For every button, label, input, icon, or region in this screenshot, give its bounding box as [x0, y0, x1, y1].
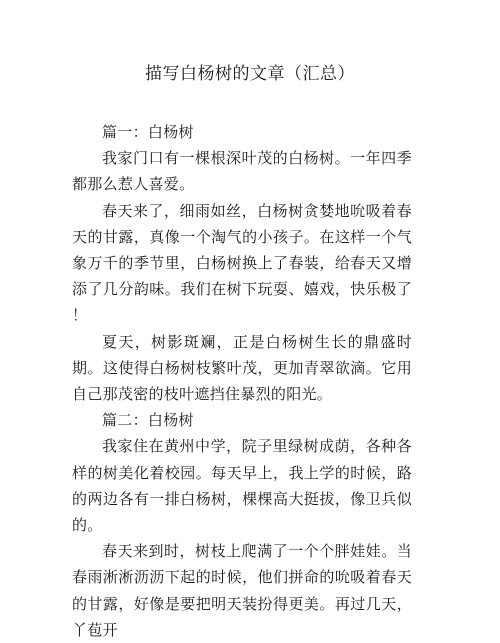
paragraph-1-3: 夏天，树影斑斓，正是白杨树生长的鼎盛时期。这使得白杨树枝繁叶茂，更加青翠欲滴。它用自己那茂密的枝叶遮挡住暴烈的阳光。	[72, 332, 412, 404]
document-body	[72, 119, 412, 643]
paragraph-2-1: 我家住在黄州中学，院子里绿树成荫，各种各样的树美化着校园。每天早上，我上学的时候，路的两边各有一排白杨树，棵棵高大挺拔，像卫兵似的。	[72, 437, 412, 535]
paragraph-2-2: 春天来到时，树枝上爬满了一个个胖娃娃。当春雨淅淅沥沥下起的时候，他们拼命的吮吸着春天的甘露，好像是要把明天装扮得更美。再过几天，丫苞开	[72, 542, 412, 639]
paragraph-1-2: 春天来了，细雨如丝，白杨树贪婪地吮吸着春天的甘露，真像一个淘气的小孩子。在这样一个气象万千的季节里，白杨树换上了春装，给春天又增添了几分韵味。我们在树下玩耍、嬉戏，快乐极了 ！	[72, 201, 412, 325]
paragraph-1-1: 我家门口有一棵根深叶茂的白杨树。一年四季都那么惹人喜爱。	[72, 149, 412, 194]
section-heading-1: 篇一：白杨树	[102, 123, 194, 141]
document-title: 描写白杨树的文章（汇总）	[145, 64, 355, 84]
section-heading-2: 篇二：白杨树	[102, 411, 194, 430]
